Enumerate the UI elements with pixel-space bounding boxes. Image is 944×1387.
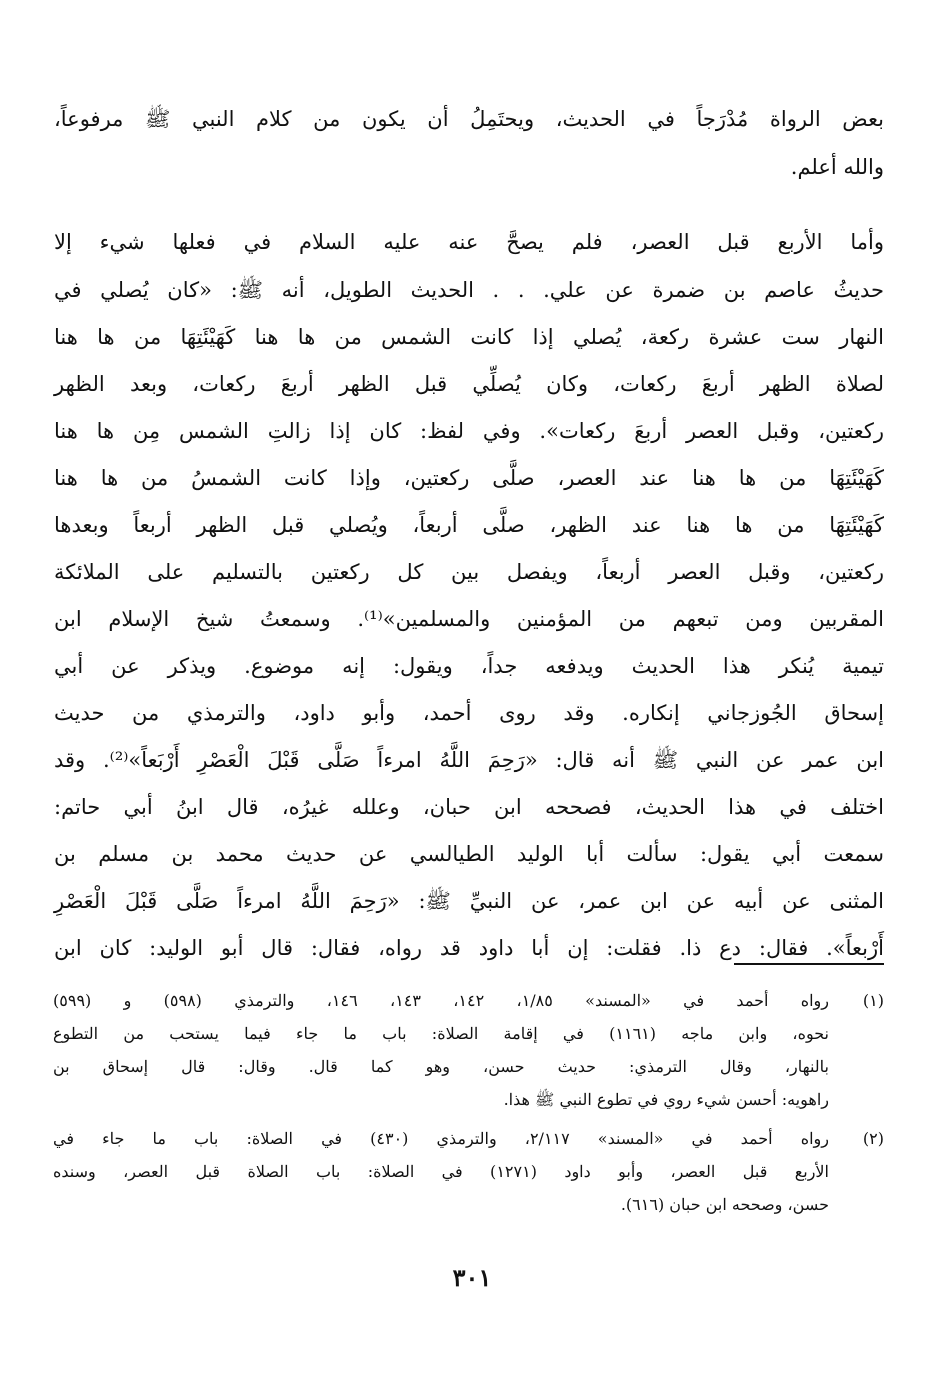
- footnote-line: بالنهار، وقال الترمذي: حديث حسن، وهو كما قال. وقال: قال إسحاق بن: [53, 1057, 829, 1076]
- page-number: ٣٠١: [452, 1263, 492, 1292]
- body-line: اختلف في هذا الحديث، فصححه ابن حبان، وعلله غيرُه، قال ابنُ أبي حاتم:: [54, 795, 884, 819]
- body-line: ابن عمر عن النبي ﷺ أنه قال: «رَحِمَ اللَّهُ امرءاً صَلَّى قَبْلَ الْعَصْرِ أَرْبَعاً»⁽²⁾. وقد: [54, 748, 884, 772]
- body-line: كَهَيْئَتِهَا من ها هنا عند الظهر، صلَّى أربعاً، ويُصلي قبل الظهر أربعاً وبعدها: [54, 513, 884, 537]
- footnote-line: حسن، وصححه ابن حبان (٦١٦).: [620, 1195, 829, 1214]
- body-line: المقربين ومن تبعهم من المؤمنين والمسلمين»⁽¹⁾. وسمعتُ شيخ الإسلام ابن: [54, 607, 884, 631]
- footnote-line: رواه أحمد في «المسند» ١/٨٥، ١٤٢، ١٤٣، ١٤٦، والترمذي (٥٩٨) و (٥٩٩): [53, 991, 830, 1010]
- body-line: ركعتين، وقبل العصر أربعَ ركعات». وفي لفظ: كان إذا زالتِ الشمس مِن ها هنا: [54, 419, 884, 443]
- body-line: المثنى عن أبيه عن ابن عمر، عن النبيِّ ﷺ: «رَحِمَ اللَّهُ امرءاً صَلَّى قَبْلَ الْعَصْرِ: [54, 889, 884, 913]
- body-line: إسحاق الجُوزجاني إنكاره. وقد روى أحمد، وأبو داود، والترمذي من حديث: [54, 701, 884, 725]
- body-line: لصلاة الظهر أربعَ ركعات، وكان يُصلِّي قبل الظهر أربعَ ركعات، وبعد الظهر: [54, 372, 885, 396]
- footnote-number: (١): [862, 991, 884, 1010]
- footnote-line: الأربع قبل العصر، وأبو داود (١٢٧١) في الصلاة: باب الصلاة قبل العصر، وسنده: [53, 1162, 830, 1181]
- footnote-line: رواه أحمد في «المسند» ٢/١١٧، والترمذي (٤٣٠) في الصلاة: باب ما جاء في: [53, 1129, 829, 1148]
- footnote-line: نحوه، وابن ماجه (١١٦١) في إقامة الصلاة: باب ما جاء فيما يستحب من التطوع: [53, 1024, 830, 1043]
- body-line: حديثُ عاصم بن ضمرة عن علي. . . الحديث الطويل، أنه ﷺ: «كان يُصلي في: [54, 278, 884, 302]
- footnote-number: (٢): [862, 1129, 884, 1148]
- body-line: وأما الأربع قبل العصر، فلم يصحَّ عنه عليه السلام في فعلها شيء إلا: [54, 230, 884, 254]
- body-line: كَهَيْئَتِهَا من ها هنا عند العصر، صلَّى ركعتين، وإذا كانت الشمسُ من ها هنا: [54, 466, 884, 490]
- footnote-separator: [734, 963, 884, 965]
- body-line: ركعتين، وقبل العصر أربعاً، ويفصل بين كل ركعتين بالتسليم على الملائكة: [54, 560, 884, 584]
- body-line: والله أعلم.: [790, 155, 884, 179]
- body-line: تيمية يُنكر هذا الحديث ويدفعه جداً، ويقول: إنه موضوع. ويذكر عن أبي: [54, 654, 884, 678]
- body-line: بعض الرواة مُدْرَجاً في الحديث، ويحتَمِلُ أن يكون من كلام النبي ﷺ مرفوعاً،: [54, 107, 884, 131]
- body-line: سمعت أبي يقول: سألت أبا الوليد الطيالسي عن حديث محمد بن مسلم بن: [54, 842, 884, 866]
- body-line: أَرْبعاً». فقال: دع ذا. فقلت: إن أبا داود قد رواه، فقال: قال أبو الوليد: كان ابن: [54, 936, 884, 960]
- footnote-line: راهويه: أحسن شيء روي في تطوع النبي ﷺ هذا.: [503, 1090, 829, 1109]
- body-line: النهار ست عشرة ركعة، يُصلي إذا كانت الشمس من ها هنا كَهَيْئَتِهَا من ها هنا: [54, 325, 884, 349]
